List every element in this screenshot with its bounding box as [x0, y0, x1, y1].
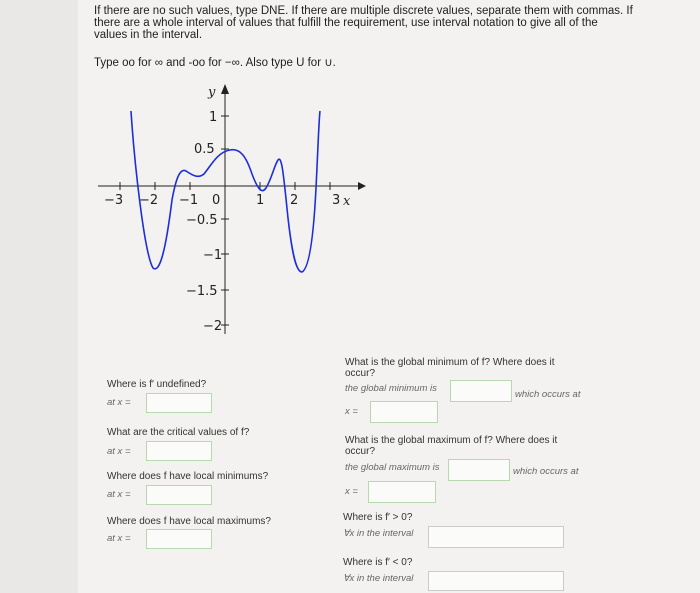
instructions-text	[94, 5, 634, 41]
forall-x-label: ∀x in the interval	[343, 573, 414, 584]
question-text-line: occur?	[345, 446, 376, 457]
x-equals-label: x =	[345, 406, 358, 417]
y-tick-label: 0.5	[194, 142, 215, 157]
x-tick-label: 1	[256, 193, 265, 208]
x-axis-arrow-icon	[358, 182, 366, 190]
fprime-negative-interval-input[interactable]	[428, 571, 564, 591]
forall-x-label: ∀x in the interval	[343, 528, 414, 539]
question-global-minimum	[345, 357, 595, 379]
question-critical-values: What are the critical values of f?	[107, 427, 250, 438]
which-occurs-at-label: which occurs at	[513, 466, 579, 477]
x-equals-label: x =	[345, 486, 358, 497]
instruction-line-3: values in the interval.	[94, 29, 203, 41]
question-text-line: occur?	[345, 368, 376, 379]
y-tick-label: −1	[203, 248, 223, 263]
at-x-label: at x =	[107, 446, 131, 457]
x-tick-label: −3	[104, 193, 124, 208]
y-tick-label: 1	[209, 110, 218, 125]
x-axis-label: x	[343, 194, 351, 209]
fprime-undefined-input[interactable]	[146, 393, 212, 413]
question-text-line: What is the global maximum of f? Where does it	[345, 435, 558, 446]
y-tick-label: −2	[203, 319, 223, 334]
y-tick-label: −0.5	[186, 213, 218, 228]
local-minimums-input[interactable]	[146, 485, 212, 505]
function-graph	[90, 78, 370, 350]
x-tick-label: 0	[212, 193, 221, 208]
critical-values-input[interactable]	[146, 441, 212, 461]
question-fprime-negative: Where is f′ < 0?	[343, 557, 413, 568]
global-maximum-input[interactable]	[448, 459, 510, 481]
question-global-maximum	[345, 435, 595, 457]
x-tick-label: −2	[139, 193, 159, 208]
instruction-line-2: there are a whole interval of values that fulfill the requirement, use interval notation to give all of the	[94, 17, 598, 29]
x-tick-label: −1	[179, 193, 199, 208]
question-local-minimums: Where does f have local minimums?	[107, 471, 269, 482]
y-tick-label: −1.5	[186, 284, 218, 299]
global-maximum-location-input[interactable]	[368, 481, 436, 503]
y-axis-label: y	[208, 85, 216, 100]
global-minimum-label: the global minimum is	[345, 383, 437, 394]
at-x-label: at x =	[107, 397, 131, 408]
global-minimum-input[interactable]	[450, 380, 512, 402]
type-hint: Type oo for ∞ and -oo for −∞. Also type U for ∪.	[94, 57, 336, 69]
which-occurs-at-label: which occurs at	[515, 389, 581, 400]
local-maximums-input[interactable]	[146, 529, 212, 549]
question-fprime-positive: Where is f′ > 0?	[343, 512, 413, 523]
global-minimum-location-input[interactable]	[370, 401, 438, 423]
question-local-maximums: Where does f have local maximums?	[107, 516, 271, 527]
x-tick-label: 2	[290, 193, 299, 208]
fprime-positive-interval-input[interactable]	[428, 526, 564, 548]
x-tick-label: 3	[332, 193, 341, 208]
question-text-line: What is the global minimum of f? Where does it	[345, 357, 555, 368]
global-maximum-label: the global maximum is	[345, 462, 440, 473]
instruction-line-1: If there are no such values, type DNE. If there are multiple discrete values, separate them with commas. If	[94, 5, 633, 17]
at-x-label: at x =	[107, 533, 131, 544]
y-axis-arrow-icon	[221, 84, 229, 94]
at-x-label: at x =	[107, 489, 131, 500]
question-fprime-undefined: Where is f′ undefined?	[107, 379, 207, 390]
